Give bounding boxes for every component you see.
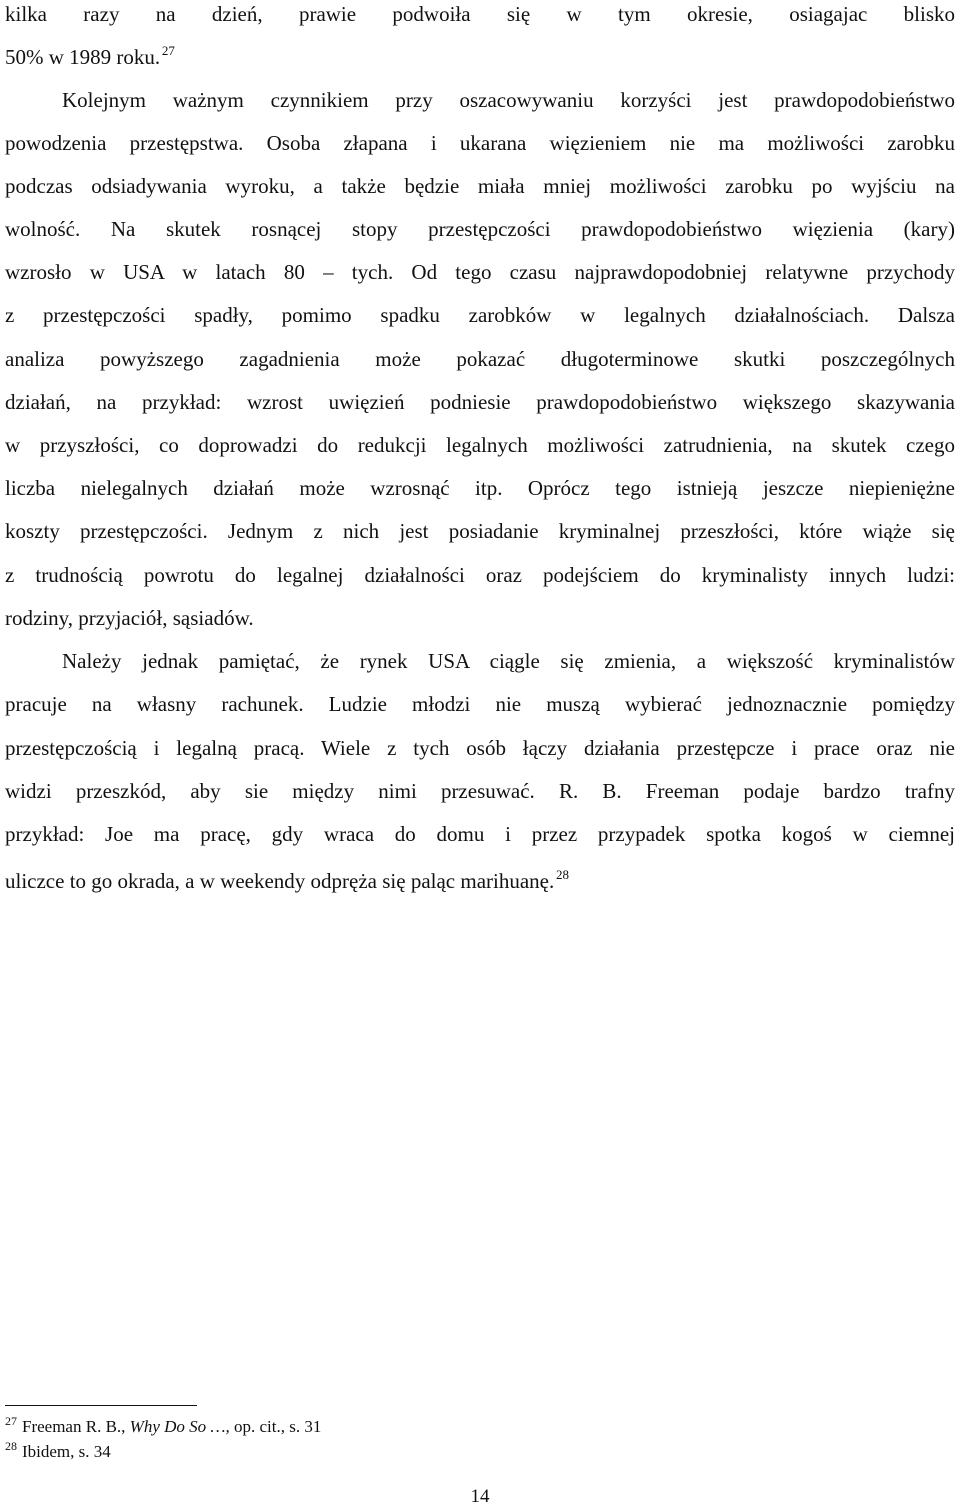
body-line: Kolejnym ważnym czynnikiem przy oszacowywaniu korzyści jest prawdopodobieństwo [62, 88, 955, 112]
body-line: analiza powyższego zagadnienia może pokazać długoterminowe skutki poszczególnych [5, 347, 955, 371]
footnote [5, 1416, 321, 1438]
body-line: wolność. Na skutek rosnącej stopy przestępczości prawdopodobieństwo więzienia (kary) [5, 217, 955, 241]
body-line: Należy jednak pamiętać, że rynek USA ciągle się zmienia, a większość kryminalistów [62, 649, 955, 673]
body-line: pracuje na własny rachunek. Ludzie młodzi nie muszą wybierać jednoznacznie pomiędzy [5, 692, 955, 716]
body-line: podczas odsiadywania wyroku, a także będzie miała mniej możliwości zarobku po wyjściu na [5, 174, 955, 198]
body-line: przestępczością i legalną pracą. Wiele z tych osób łączy działania przestępcze i prace oraz nie [5, 736, 955, 760]
page-number: 14 [470, 1486, 490, 1507]
body-line: powodzenia przestępstwa. Osoba złapana i ukarana więzieniem nie ma możliwości zarobku [5, 131, 955, 155]
body-line: widzi przeszkód, aby sie między nimi przesuwać. R. B. Freeman podaje bardzo trafny [5, 779, 955, 803]
footnote-title: Why Do So …, [129, 1417, 230, 1436]
footnote-ref: 28 [556, 867, 570, 882]
body-line: koszty przestępczości. Jednym z nich jest posiadanie kryminalnej przeszłości, które wiąże się [5, 519, 955, 543]
body-line: przykład: Joe ma pracę, gdy wraca do domu i przez przypadek spotka kogoś w ciemnej [5, 822, 955, 846]
body-line: z przestępczości spadły, pomimo spadku zarobków w legalnych działalnościach. Dalsza [5, 303, 955, 327]
body-line-text: uliczce to go okrada, a w weekendy odpręża się paląc marihuanę. [5, 869, 555, 893]
body-line: wzrosło w USA w latach 80 – tych. Od tego czasu najprawdopodobniej relatywne przychody [5, 260, 955, 284]
footnote [5, 1441, 111, 1463]
footnote-text: Ibidem, s. 34 [22, 1442, 111, 1461]
footnote-ref: 27 [161, 43, 175, 58]
body-line: w przyszłości, co doprowadzi do redukcji legalnych możliwości zatrudnienia, na skutek czego [5, 433, 955, 457]
body-line-text: 50% w 1989 roku. [5, 45, 161, 69]
body-line: z trudnością powrotu do legalnej działalności oraz podejściem do kryminalisty innych ludzi: [5, 563, 955, 587]
body-line: działań, na przykład: wzrost uwięzień podniesie prawdopodobieństwo większego skazywania [5, 390, 955, 414]
footnote-text: Freeman R. B., [22, 1417, 130, 1436]
body-line [5, 867, 955, 895]
body-line: rodziny, przyjaciół, sąsiadów. [5, 606, 254, 630]
body-line: kilka razy na dzień, prawie podwoiła się w tym okresie, osiagajac blisko [5, 2, 955, 26]
footnote-text: op. cit., s. 31 [229, 1417, 322, 1436]
footnote-separator [5, 1405, 197, 1406]
footnote-number: 27 [5, 1414, 17, 1428]
body-line [5, 43, 955, 71]
footnote-number: 28 [5, 1439, 17, 1453]
body-line: liczba nielegalnych działań może wzrosnąć itp. Oprócz tego istnieją jeszcze niepieniężne [5, 476, 955, 500]
